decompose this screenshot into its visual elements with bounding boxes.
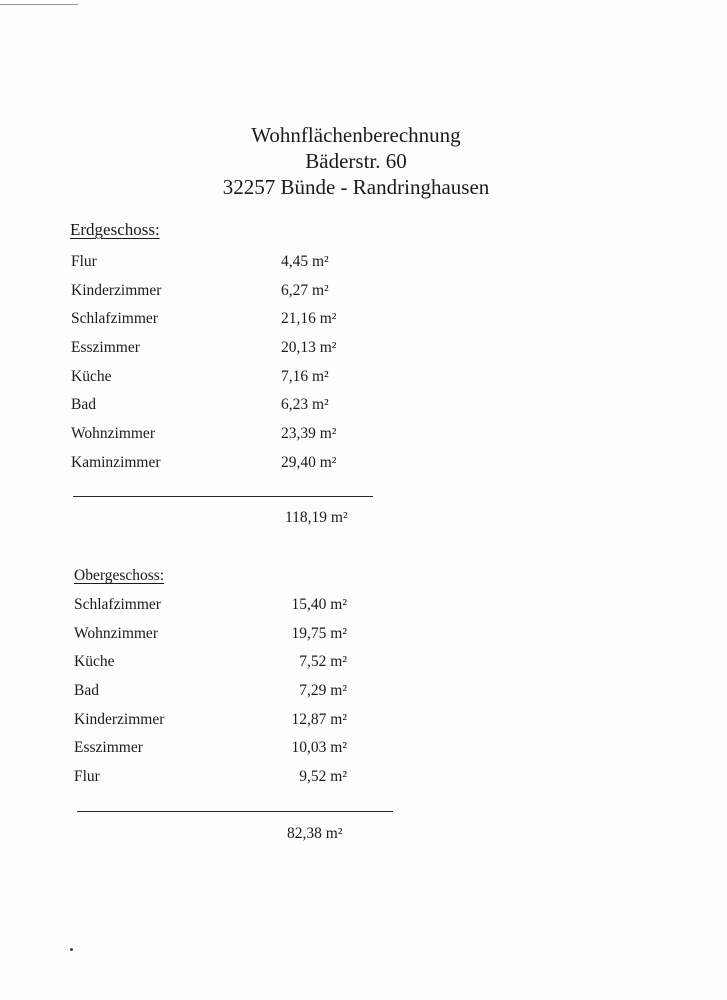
address-city: 32257 Bünde - Randringhausen (222, 175, 490, 199)
room-list-erdgeschoss (71, 253, 371, 483)
total-obergeschoss: 82,38 m² (287, 825, 343, 842)
document-header (0, 122, 712, 200)
room-area: 29,40 m² (281, 453, 337, 471)
room-row (71, 425, 371, 454)
room-area: 15,40 m² (291, 596, 347, 613)
room-area: 10,03 m² (291, 739, 347, 757)
room-name: Wohnzimmer (71, 425, 155, 443)
room-row (74, 711, 394, 740)
room-area: 9,52 m² (299, 768, 347, 786)
room-row (74, 739, 394, 768)
room-area: 7,52 m² (299, 653, 347, 671)
room-name: Schlafzimmer (74, 596, 161, 613)
room-row (71, 396, 371, 425)
room-name: Bad (71, 396, 96, 414)
room-area: 4,45 m² (281, 253, 329, 270)
room-row (74, 768, 394, 797)
room-area: 21,16 m² (281, 310, 337, 328)
room-row (74, 653, 394, 682)
document-title: Wohnflächenberechnung (251, 123, 461, 147)
room-name: Kinderzimmer (71, 281, 162, 299)
section-title-obergeschoss: Obergeschoss: (74, 567, 165, 584)
sum-divider-erdgeschoss (73, 496, 373, 497)
room-name: Flur (71, 253, 97, 270)
room-row (74, 596, 394, 625)
room-name: Schlafzimmer (71, 310, 158, 328)
room-name: Küche (71, 367, 112, 385)
room-row (71, 310, 371, 339)
room-area: 19,75 m² (291, 624, 347, 642)
scan-edge-mark (0, 4, 78, 5)
room-name: Bad (74, 682, 99, 700)
room-name: Kaminzimmer (71, 453, 161, 471)
room-row (71, 368, 371, 397)
room-name: Kinderzimmer (74, 710, 165, 728)
room-row (71, 253, 371, 282)
room-area: 7,16 m² (281, 367, 329, 385)
room-area: 6,27 m² (281, 281, 329, 299)
room-area: 12,87 m² (291, 710, 347, 728)
room-row (71, 282, 371, 311)
room-name: Wohnzimmer (74, 624, 158, 642)
address-street: Bäderstr. 60 (305, 149, 407, 173)
room-name: Esszimmer (74, 739, 143, 757)
total-erdgeschoss: 118,19 m² (285, 509, 348, 526)
scan-speck (70, 948, 73, 951)
room-name: Küche (74, 653, 115, 671)
room-area: 7,29 m² (299, 682, 347, 700)
room-row (74, 625, 394, 654)
room-list-obergeschoss (74, 596, 394, 797)
room-area: 6,23 m² (281, 396, 329, 414)
room-row (74, 682, 394, 711)
room-name: Flur (74, 768, 100, 786)
room-row (71, 454, 371, 483)
sum-divider-obergeschoss (77, 811, 393, 812)
room-area: 23,39 m² (281, 425, 337, 443)
room-row (71, 339, 371, 368)
room-name: Esszimmer (71, 339, 140, 357)
section-title-erdgeschoss: Erdgeschoss: (70, 220, 160, 239)
room-area: 20,13 m² (281, 339, 337, 357)
